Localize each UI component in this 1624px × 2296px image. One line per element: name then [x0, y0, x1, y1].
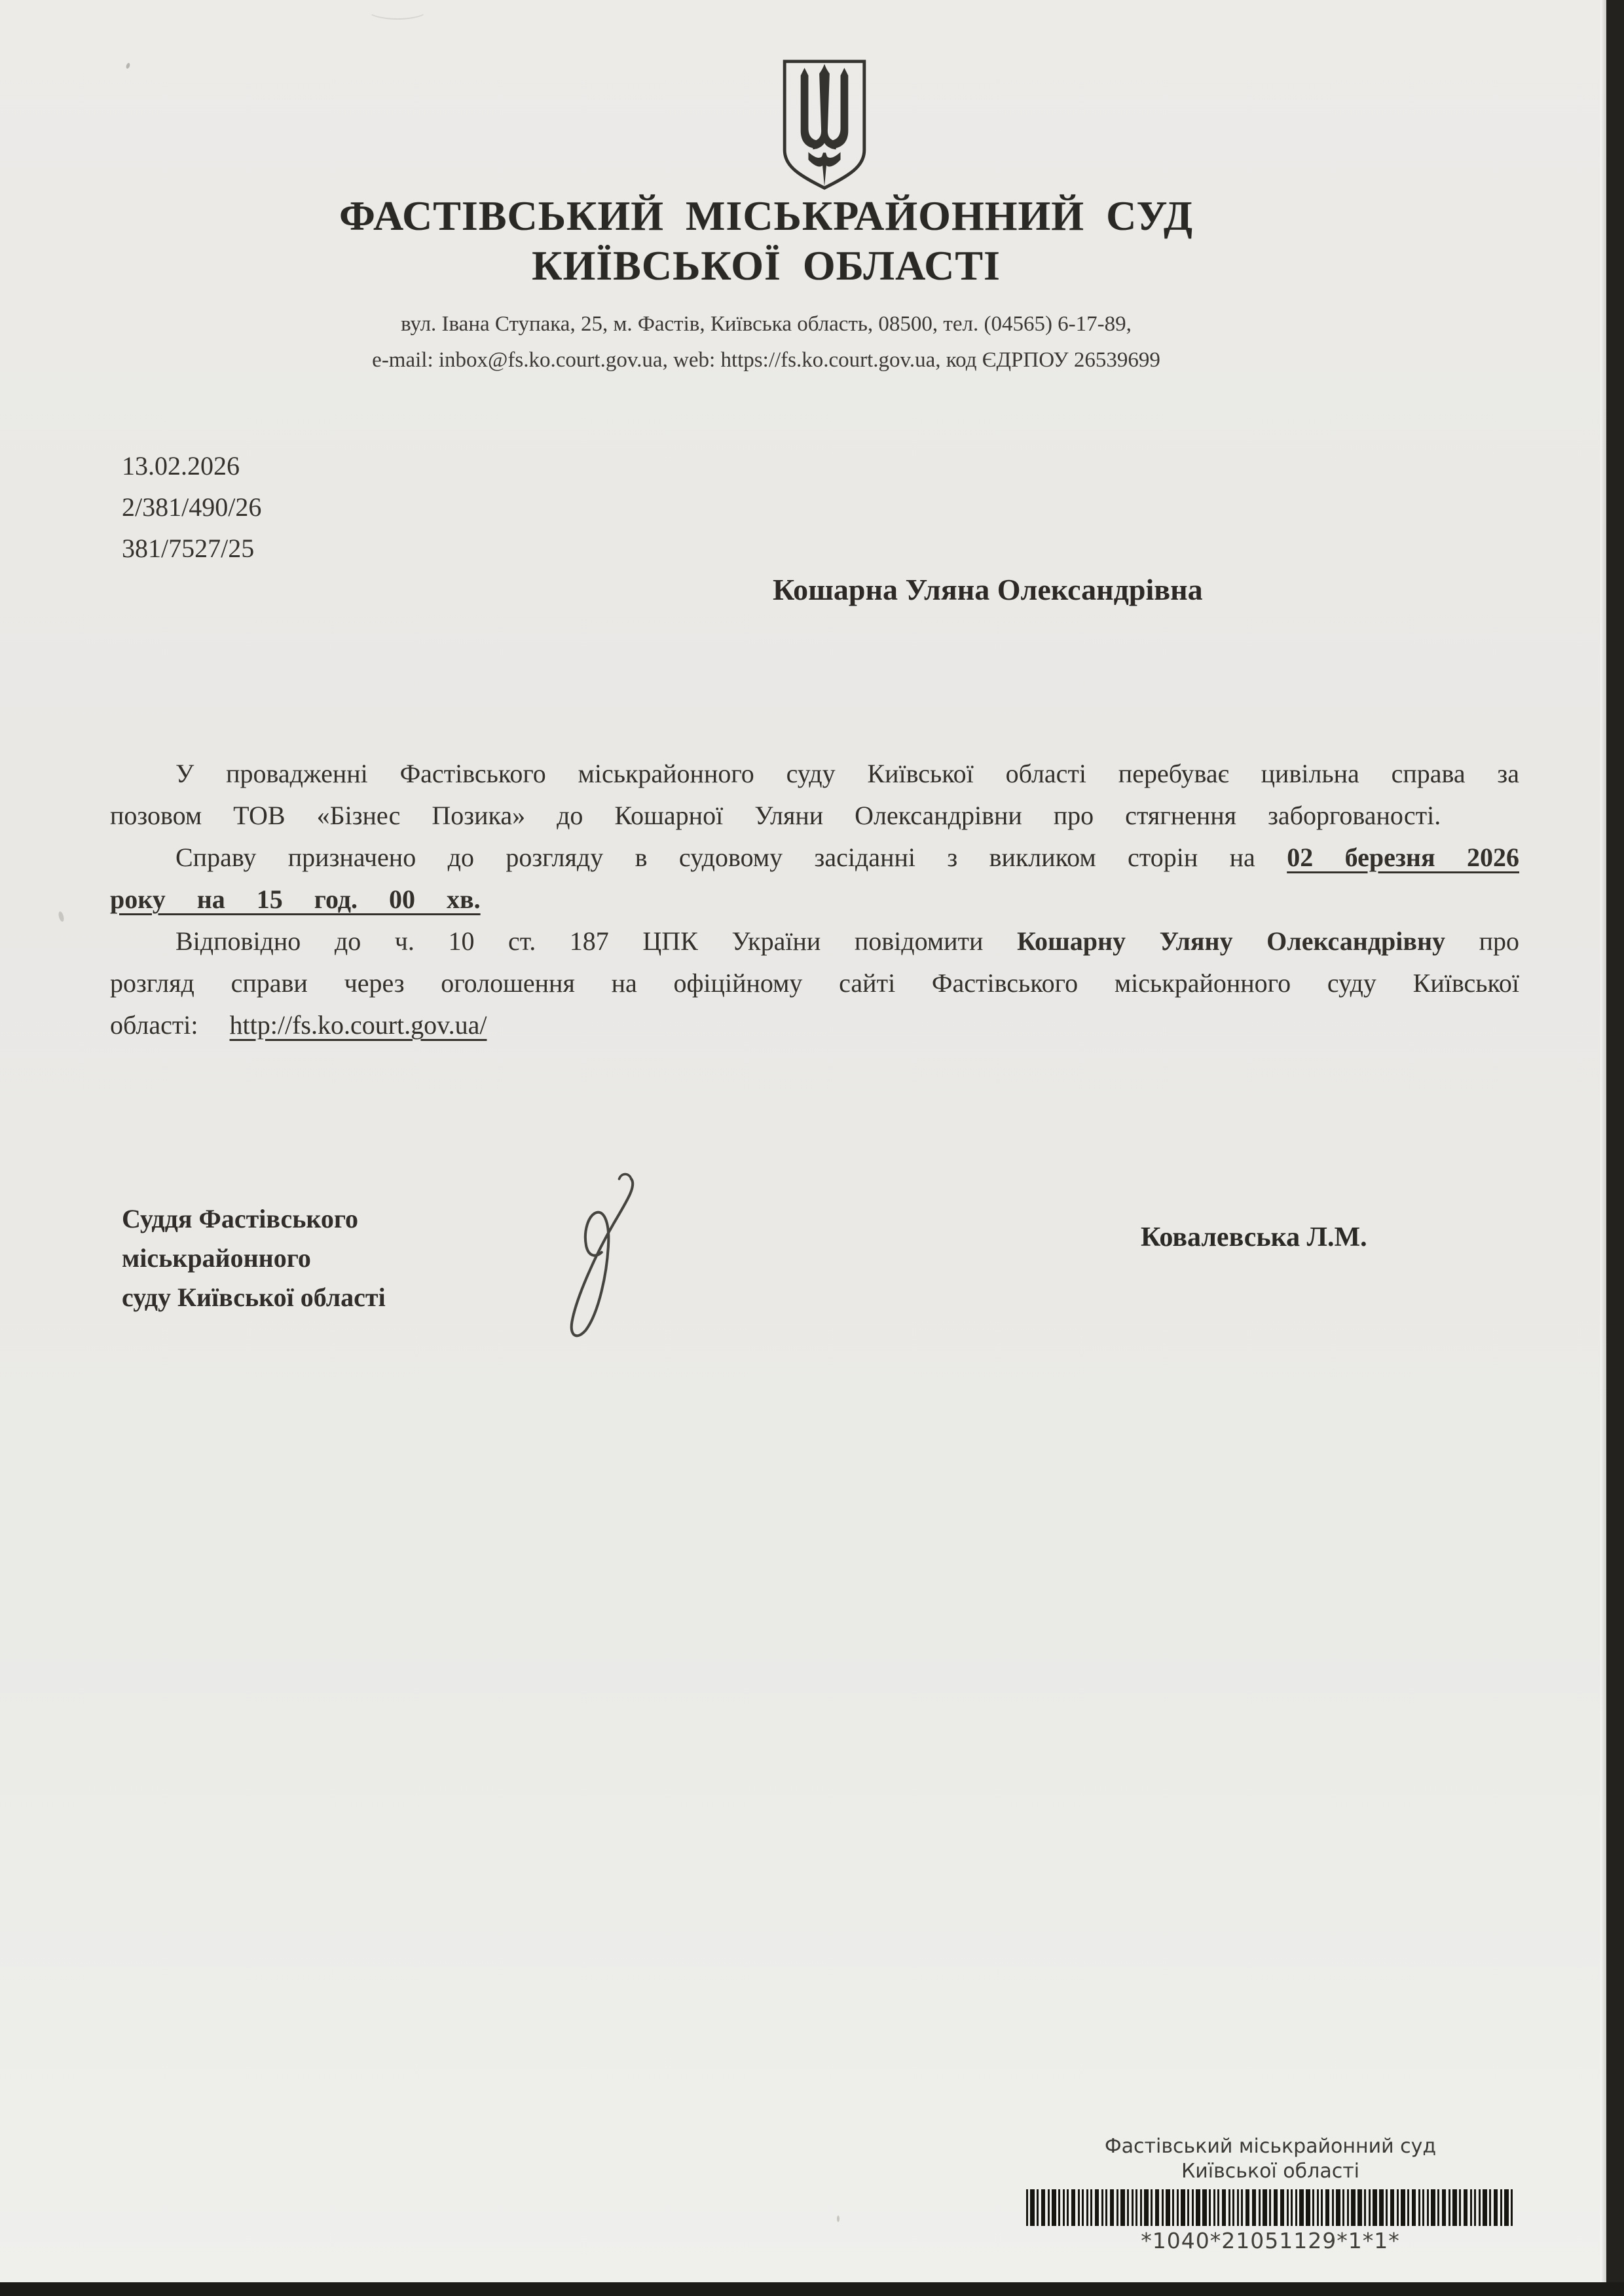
- court-contact-block: [111, 306, 1421, 378]
- court-name-line1: ФАСТІВСЬКИЙ МІСЬКРАЙОННИЙ СУД: [339, 192, 1193, 239]
- ukraine-trident-emblem-icon: [779, 56, 870, 192]
- scanner-edge-band-bottom: [0, 2282, 1624, 2296]
- scanner-edge-band-right: [1606, 0, 1624, 2296]
- judge-title-line1: Суддя Фастівського: [122, 1204, 359, 1233]
- judge-signature: [536, 1169, 657, 1345]
- judge-name: Ковалевська Л.М.: [1141, 1222, 1367, 1252]
- letter-date: 13.02.2026: [122, 451, 240, 481]
- paragraph3-mid: про розгляд справи через оголошення на офіційному сайті Фастівського міськрайонного суду Київської області:: [110, 926, 1520, 1040]
- judge-title-line2: міськрайонного: [122, 1243, 311, 1273]
- judge-title-line3: суду Київської області: [122, 1283, 386, 1312]
- body-paragraph-3: [110, 920, 1519, 1046]
- body-paragraph-2: [110, 837, 1519, 920]
- hearing-date-emphasis: 02 березня 2026 року на 15 год. 00 хв.: [110, 843, 1520, 914]
- court-address-line: вул. Івана Ступака, 25, м. Фастів, Київська область, 08500, тел. (04565) 6-17-89,: [401, 312, 1132, 336]
- proceeding-number: 2/381/490/26: [122, 492, 262, 522]
- judge-title-block: [122, 1199, 386, 1317]
- paragraph3-addressee-name: Кошарну Уляну Олександрівну: [1016, 926, 1446, 956]
- trident-glyph: [801, 64, 849, 187]
- barcode: [1017, 2189, 1524, 2226]
- paper-crease-mark: [367, 0, 428, 20]
- court-website-link[interactable]: http://fs.ko.court.gov.ua/: [229, 1010, 487, 1040]
- addressee-name: Кошарна Уляна Олександрівна: [773, 573, 1203, 606]
- letter-body: [110, 753, 1519, 1046]
- case-number: 381/7527/25: [122, 534, 255, 563]
- body-paragraph-1: У провадженні Фастівського міськрайонного суду Київської області перебуває цивільна справа за позовом ТОВ «Бізнес Позика» до Кошарної Уляни Олександрівни про стягнення заборгованості.: [110, 759, 1519, 830]
- reference-block: [122, 445, 261, 569]
- court-name-line2: КИЇВСЬКОЇ ОБЛАСТІ: [532, 242, 1001, 289]
- stamp-court-line1: Фастівський міськрайонний суд: [1104, 2135, 1437, 2158]
- paper-right-edge-highlight: [1600, 0, 1606, 2296]
- paragraph3-lead: Відповідно до ч. 10 ст. 187 ЦПК України повідомити: [175, 926, 1017, 956]
- registration-stamp-block: [995, 2134, 1545, 2254]
- scan-speck: [58, 911, 65, 922]
- paragraph2-lead: Справу призначено до розгляду в судовому засіданні з викликом сторін на: [175, 843, 1287, 872]
- court-name-heading: [111, 191, 1421, 291]
- stamp-court-line2: Київської області: [1181, 2160, 1360, 2183]
- scan-speck: [837, 2215, 840, 2222]
- scan-speck: [126, 62, 131, 69]
- court-email-web-line: e-mail: inbox@fs.ko.court.gov.ua, web: https://fs.ko.court.gov.ua, код ЄДРПОУ 26539699: [372, 348, 1160, 372]
- barcode-number: *1040*21051129*1*1*: [1141, 2228, 1400, 2253]
